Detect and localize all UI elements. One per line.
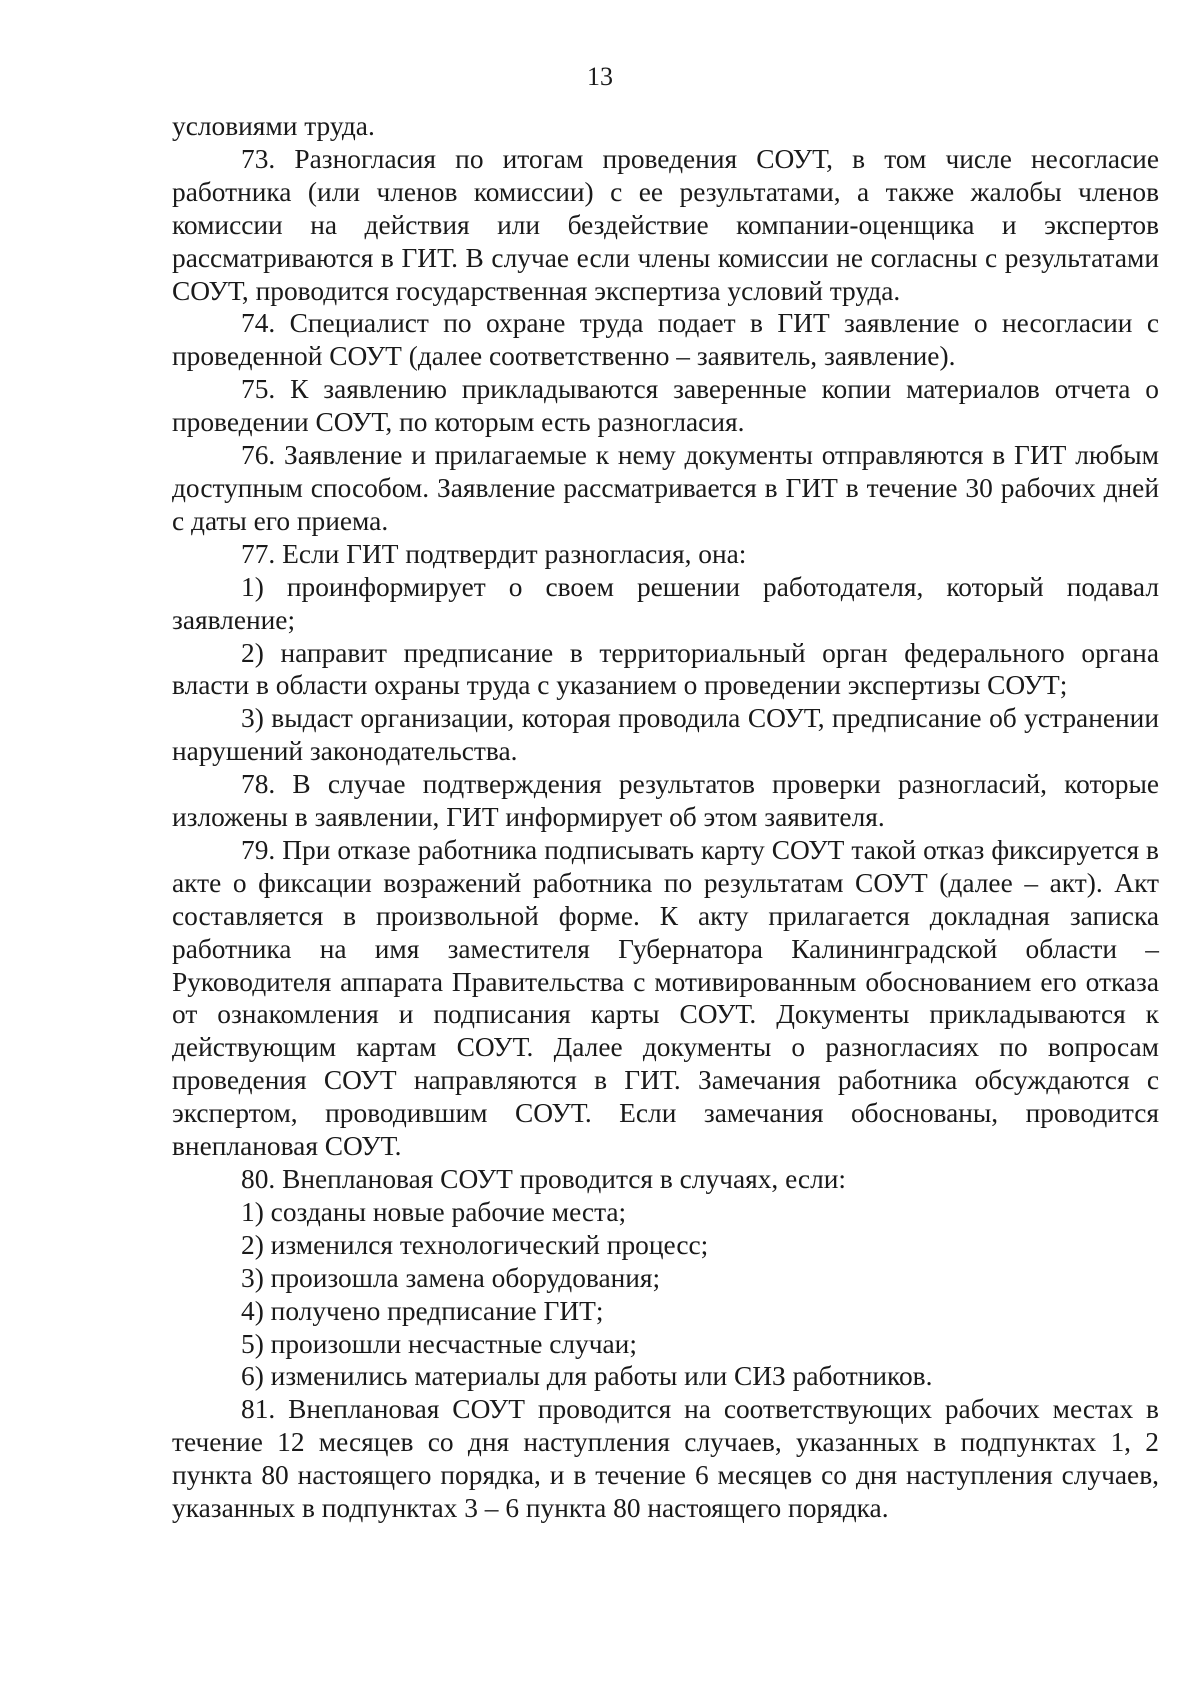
- paragraph-77-item-2: 2) направит предписание в территориальный орган федерального органа власти в области охраны труда с указанием о проведении экспертизы СОУТ;: [172, 637, 1159, 701]
- paragraph-77-item-1: 1) проинформирует о своем решении работодателя, который подавал заявление;: [172, 571, 1159, 635]
- paragraph-continuation: условиями труда.: [172, 111, 375, 141]
- paragraph-73: 73. Разногласия по итогам проведения СОУТ, в том числе несогласие работника (или членов комиссии) с ее результатами, а также жалобы членов комиссии на действия или бездействие компании-оценщика и экспертов рассматриваются в ГИТ. В случае если члены комиссии не согласны с результатами СОУТ, проводится государственная экспертиза условий труда.: [172, 143, 1159, 306]
- page-number: 13: [587, 62, 613, 91]
- list-item-80-4: 4) получено предписание ГИТ;: [241, 1295, 604, 1326]
- paragraph-78: 78. В случае подтверждения результатов проверки разногласий, которые изложены в заявлении, ГИТ информирует об этом заявителя.: [172, 769, 1159, 833]
- paragraph-76: 76. Заявление и прилагаемые к нему документы отправляются в ГИТ любым доступным способом. Заявление рассматривается в ГИТ в течение 30 рабочих дней с даты его приема.: [172, 440, 1159, 536]
- document-body: [172, 110, 1159, 1525]
- paragraph-80: 80. Внеплановая СОУТ проводится в случаях, если:: [241, 1164, 847, 1194]
- list-item-80-5: 5) произошли несчастные случаи;: [241, 1328, 637, 1359]
- paragraph-75: 75. К заявлению прикладываются заверенные копии материалов отчета о проведении СОУТ, по которым есть разногласия.: [172, 374, 1159, 438]
- list-item-80-2: 2) изменился технологический процесс;: [241, 1229, 709, 1260]
- list-item-80-6: 6) изменились материалы для работы или СИЗ работников.: [241, 1361, 933, 1392]
- paragraph-74: 74. Специалист по охране труда подает в ГИТ заявление о несогласии с проведенной СОУТ (далее соответственно – заявитель, заявление).: [172, 308, 1159, 372]
- paragraph-79: 79. При отказе работника подписывать карту СОУТ такой отказ фиксируется в акте о фиксации возражений работника по результатам СОУТ (далее – акт). Акт составляется в произвольной форме. К акту прилагается докладная записка работника на имя заместителя Губернатора Калининградской области – Руководителя аппарата Правительства с мотивированным обоснованием его отказа от ознакомления и подписания карты СОУТ. Документы прикладываются к действующим картам СОУТ. Далее документы о разногласиях по вопросам проведения СОУТ направляются в ГИТ. Замечания работника обсуждаются с экспертом, проводившим СОУТ. Если замечания обоснованы, проводится внеплановая СОУТ.: [172, 834, 1159, 1162]
- paragraph-77: 77. Если ГИТ подтвердит разногласия, она:: [241, 538, 747, 569]
- paragraph-77-item-3: 3) выдаст организации, которая проводила СОУТ, предписание об устранении нарушений законодательства.: [172, 703, 1159, 767]
- list-item-80-3: 3) произошла замена оборудования;: [241, 1262, 661, 1293]
- paragraph-81: 81. Внеплановая СОУТ проводится на соответствующих рабочих местах в течение 12 месяцев со дня наступления случаев, указанных в подпунктах 1, 2 пункта 80 настоящего порядка, и в течение 6 месяцев со дня наступления случаев, указанных в подпунктах 3 – 6 пункта 80 настоящего порядка.: [172, 1394, 1159, 1524]
- list-item-80-1: 1) созданы новые рабочие места;: [241, 1196, 627, 1227]
